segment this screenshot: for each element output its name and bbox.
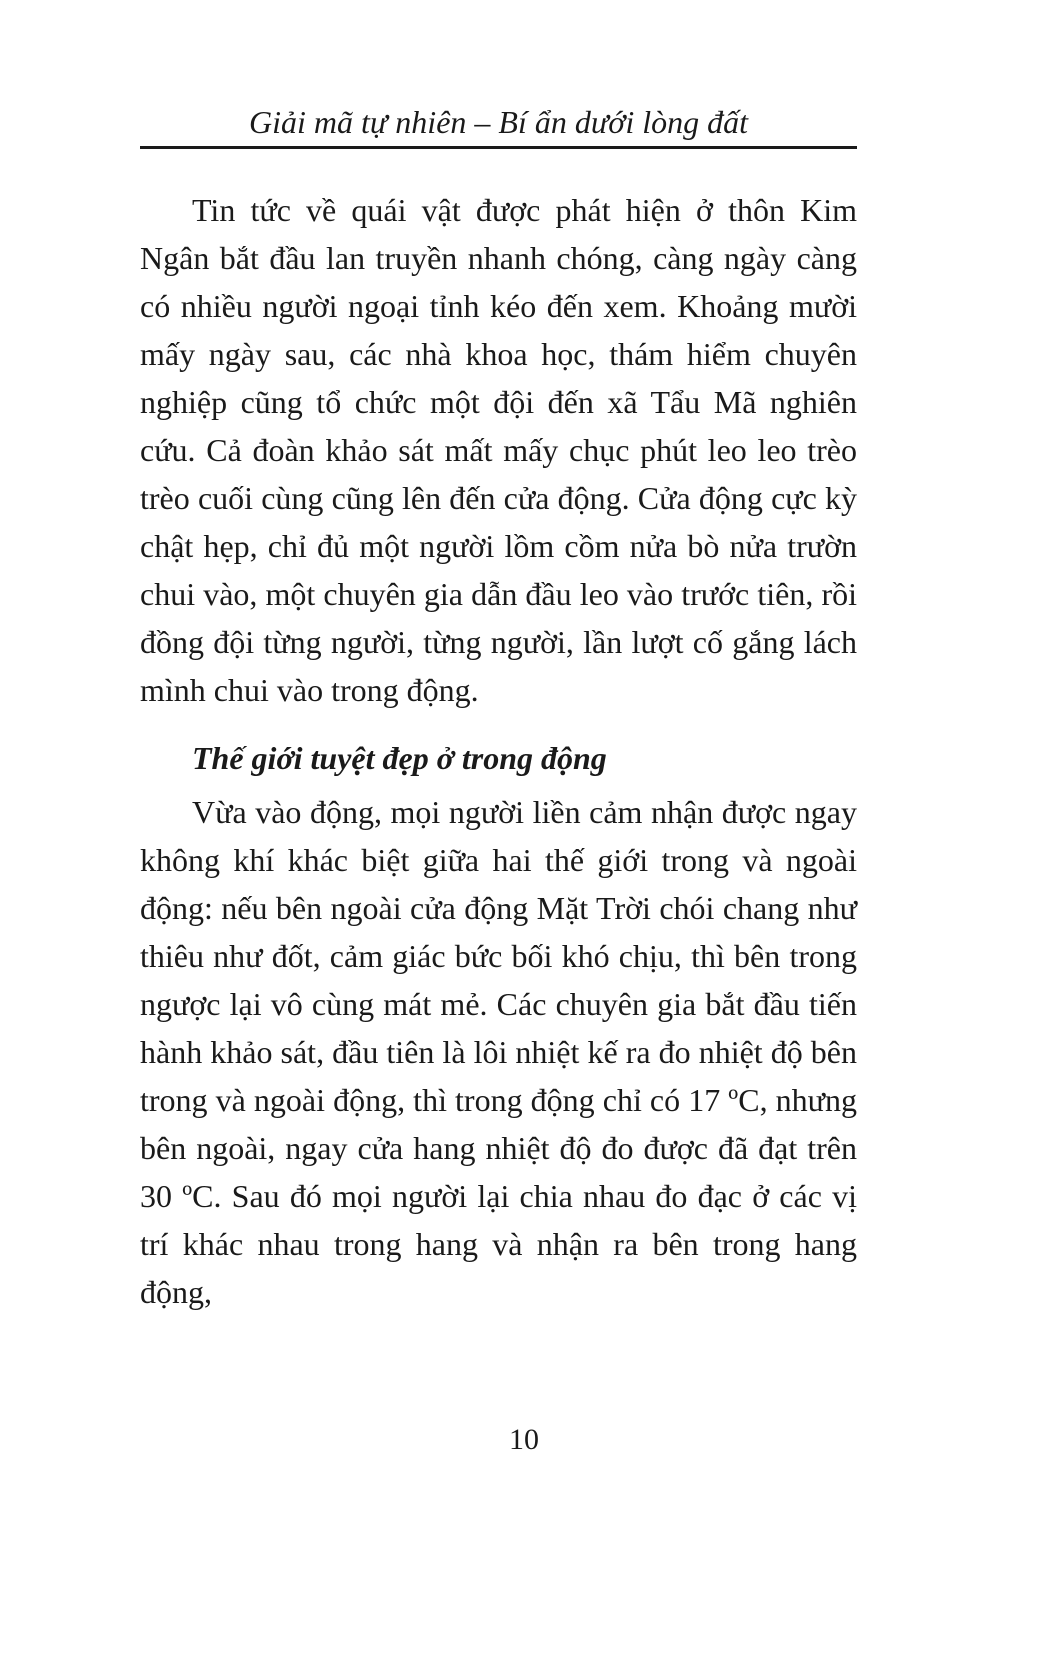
- paragraph: Vừa vào động, mọi người liền cảm nhận được ngay không khí khác biệt giữa hai thế giới trong và ngoài động: nếu bên ngoài cửa động Mặt Trời chói chang như thiêu như đốt, cảm giác bức bối khó chịu, thì bên trong ngược lại vô cùng mát mẻ. Các chuyên gia bắt đầu tiến hành khảo sát, đầu tiên là lôi nhiệt kế ra đo nhiệt độ bên trong và ngoài động, thì trong động chỉ có 17 ºC, nhưng bên ngoài, ngay cửa hang nhiệt độ đo được đã đạt trên 30 ºC. Sau đó mọi người lại chia nhau đo đạc ở các vị trí khác nhau trong hang và nhận ra bên trong hang động,: [140, 794, 857, 1310]
- section-heading: Thế giới tuyệt đẹp ở trong động: [192, 740, 607, 776]
- body-text: [140, 186, 857, 1316]
- running-head: Giải mã tự nhiên – Bí ẩn dưới lòng đất: [140, 96, 857, 149]
- paragraph: Tin tức về quái vật được phát hiện ở thôn Kim Ngân bắt đầu lan truyền nhanh chóng, càng ngày càng có nhiều người ngoại tỉnh kéo đến xem. Khoảng mười mấy ngày sau, các nhà khoa học, thám hiểm chuyên nghiệp cũng tổ chức một đội đến xã Tẩu Mã nghiên cứu. Cả đoàn khảo sát mất mấy chục phút leo leo trèo trèo cuối cùng cũng lên đến cửa động. Cửa động cực kỳ chật hẹp, chỉ đủ một người lồm cồm nửa bò nửa trườn chui vào, một chuyên gia dẫn đầu leo vào trước tiên, rồi đồng đội từng người, từng người, lần lượt cố gắng lách mình chui vào trong động.: [140, 192, 857, 708]
- page-number: 10: [509, 1423, 539, 1456]
